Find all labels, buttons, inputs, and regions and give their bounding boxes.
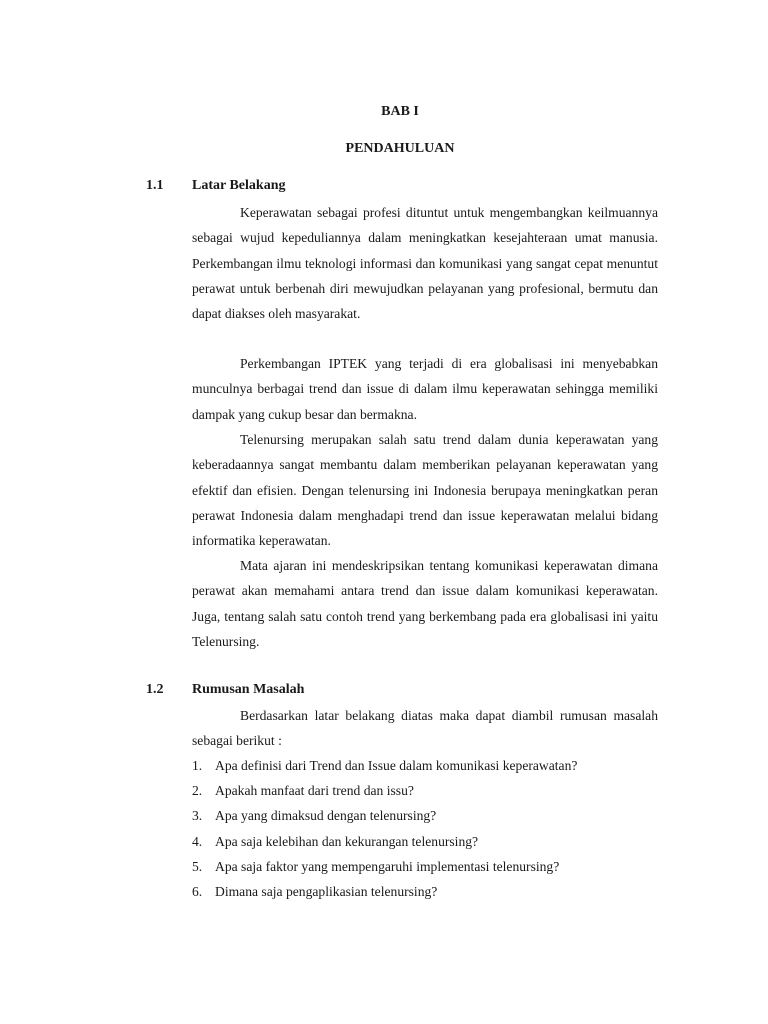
list-item: 1. Apa definisi dari Trend dan Issue dalam komunikasi keperawatan?: [192, 758, 578, 773]
paragraph: Keperawatan sebagai profesi dituntut untuk mengembangkan keilmuannya sebagai wujud kepeduliannya dalam meningkatkan kesejahteraan umat manusia. Perkembangan ilmu teknologi informasi dan komunikasi yang sangat cepat menuntut perawat untuk berbenah diri mewujudkan pelayanan yang profesional, bermutu dan dapat diakses oleh masyarakat.: [192, 205, 658, 322]
list-item: 3. Apa yang dimaksud dengan telenursing?: [192, 808, 437, 824]
section-1-title: Latar Belakang: [192, 178, 286, 193]
section-1-number: 1.1: [146, 178, 164, 193]
paragraph: Telenursing merupakan salah satu trend dalam dunia keperawatan yang keberadaannya sangat membantu dalam memberikan pelayanan keperawatan yang efektif dan efisien. Dengan telenursing ini Indonesia berupaya meningkatkan peran perawat Indonesia dalam menghadapi trend dan issue keperawatan melalui bidang informatika keperawatan.: [192, 432, 658, 549]
list-item: 5. Apa saja faktor yang mempengaruhi implementasi telenursing?: [192, 858, 560, 874]
paragraph: Perkembangan IPTEK yang terjadi di era globalisasi ini menyebabkan munculnya berbagai trend dan issue di dalam ilmu keperawatan sehingga memiliki dampak yang cukup besar dan bermakna.: [192, 356, 658, 422]
list-item: 6. Dimana saja pengaplikasian telenursing?: [192, 884, 438, 900]
paragraph: Mata ajaran ini mendeskripsikan tentang komunikasi keperawatan dimana perawat akan memahami antara trend dan issue dalam komunikasi keperawatan. Juga, tentang salah satu contoh trend yang berkembang pada era globalisasi ini yaitu Telenursing.: [192, 558, 658, 649]
section-2-title: Rumusan Masalah: [192, 682, 305, 697]
list-item: 2. Apakah manfaat dari trend dan issu?: [192, 783, 414, 799]
paragraph: Berdasarkan latar belakang diatas maka dapat diambil rumusan masalah sebagai berikut :: [192, 708, 658, 749]
chapter-label: BAB I: [381, 104, 419, 119]
chapter-title: PENDAHULUAN: [345, 141, 455, 156]
list-item: 4. Apa saja kelebihan dan kekurangan telenursing?: [192, 833, 479, 849]
problem-list: [192, 753, 672, 904]
section-2-number: 1.2: [146, 682, 164, 697]
